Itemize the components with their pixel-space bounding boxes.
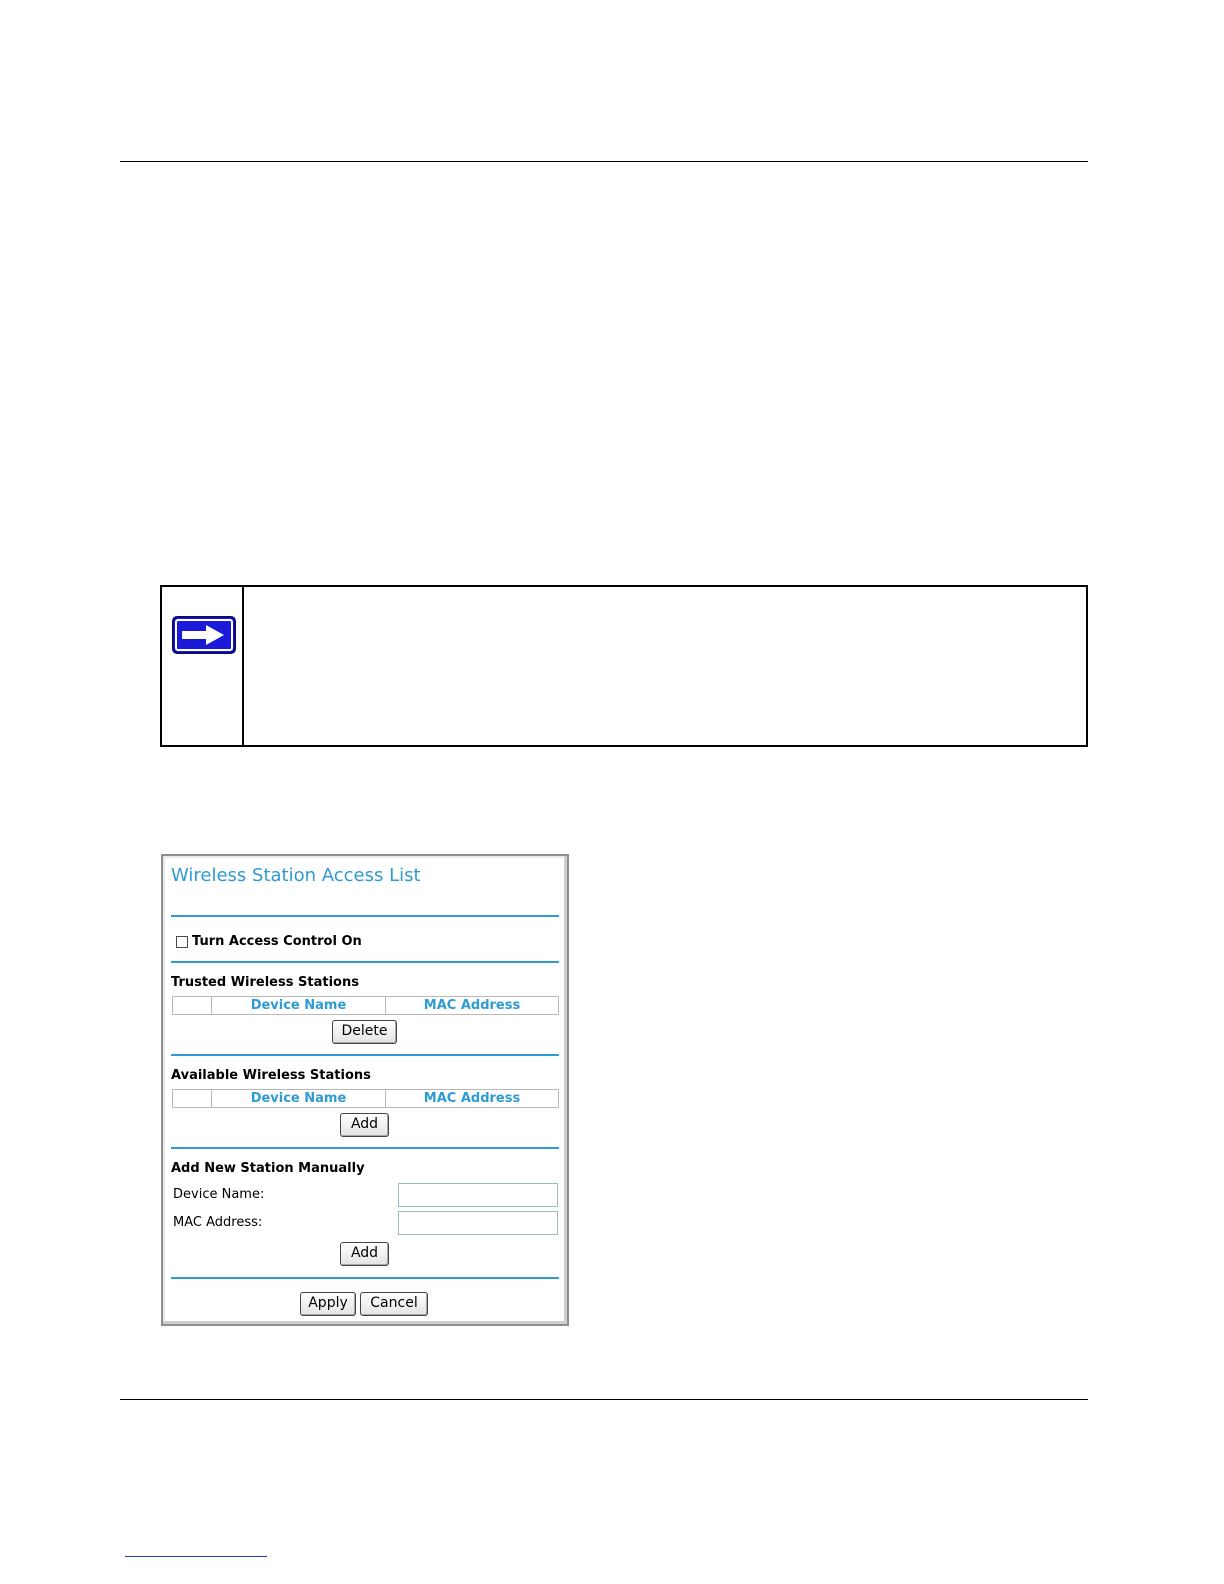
add-manually-title: Add New Station Manually	[171, 1161, 365, 1176]
mac-address-header: MAC Address	[423, 998, 521, 1013]
access-control-label: Turn Access Control On	[192, 934, 362, 949]
footer-rule	[120, 1399, 1088, 1400]
device-name-input[interactable]	[398, 1183, 558, 1207]
device-name-label: Device Name:	[173, 1187, 265, 1202]
divider	[171, 1147, 559, 1149]
mac-address-header: MAC Address	[423, 1091, 521, 1106]
mac-address-input[interactable]	[398, 1211, 558, 1235]
note-box	[160, 585, 1088, 747]
divider	[171, 1277, 559, 1279]
wireless-access-panel	[161, 854, 569, 1326]
device-name-header: Device Name	[212, 1090, 386, 1107]
trusted-stations-table	[172, 996, 559, 1015]
available-stations-title: Available Wireless Stations	[171, 1068, 371, 1083]
divider	[171, 961, 559, 963]
header-rule	[120, 161, 1088, 162]
right-arrow-icon	[172, 616, 236, 654]
trusted-stations-title: Trusted Wireless Stations	[171, 975, 359, 990]
apply-button[interactable]: Apply	[300, 1292, 356, 1316]
panel-title: Wireless Station Access List	[171, 865, 421, 886]
note-divider	[242, 587, 244, 745]
select-column-header	[173, 1090, 212, 1107]
available-stations-table	[172, 1089, 559, 1108]
cancel-button[interactable]: Cancel	[360, 1292, 428, 1316]
footer-link-underline[interactable]	[125, 1556, 267, 1557]
device-name-header: Device Name	[212, 997, 386, 1014]
delete-button[interactable]: Delete	[332, 1020, 397, 1044]
access-control-checkbox[interactable]	[176, 936, 188, 948]
divider	[171, 915, 559, 917]
mac-address-label: MAC Address:	[173, 1215, 263, 1230]
divider	[171, 1054, 559, 1056]
access-control-row	[176, 934, 362, 949]
select-column-header	[173, 997, 212, 1014]
add-manual-button[interactable]: Add	[340, 1242, 389, 1266]
add-available-button[interactable]: Add	[340, 1113, 389, 1137]
